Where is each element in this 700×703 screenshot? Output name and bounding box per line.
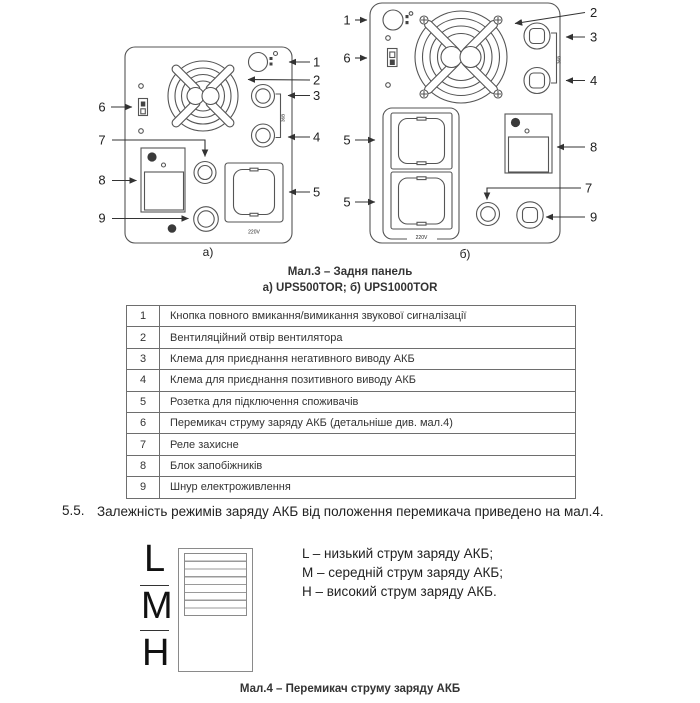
battery-terminals-icon: [252, 85, 286, 148]
callout-number: 3: [590, 29, 598, 45]
table-row: [127, 306, 576, 327]
part-description: Вентиляційний отвір вентилятора: [160, 327, 576, 348]
part-description: Кнопка повного вмикання/вимикання звукової сигналізації: [160, 306, 576, 327]
callout-number: 5: [313, 184, 321, 200]
callout-number: 8: [98, 172, 106, 188]
buzzer-button-icon: [249, 52, 278, 72]
position-label-medium: M: [141, 585, 173, 627]
panel-a: [125, 47, 292, 259]
part-number: 7: [127, 434, 160, 455]
parts-table: [126, 305, 576, 499]
part-number: 4: [127, 370, 160, 391]
fuse-block-icon: [141, 148, 185, 212]
callout-number: 2: [313, 72, 321, 88]
callout-number: 6: [343, 50, 351, 66]
fan-icon: [168, 61, 238, 131]
figure4-legend: [302, 544, 503, 602]
callout-number: 5: [343, 194, 351, 210]
callout-number: 3: [313, 88, 321, 103]
callout-number: 5: [343, 132, 351, 148]
part-description: Клема для приєднання позитивного виводу АКБ: [160, 370, 576, 391]
callout-number: 6: [98, 99, 106, 115]
battery-terminals-icon: [524, 23, 562, 94]
section-text: Залежність режимів заряду АКБ від положення перемикача приведено на мал.4.: [97, 504, 604, 519]
socket-voltage-label: 220V: [415, 235, 428, 241]
section-number: 5.5.: [62, 503, 85, 518]
callout-number: 9: [590, 209, 598, 225]
table-row: [127, 348, 576, 369]
double-socket-icon: [383, 108, 459, 241]
screw-hole-icon: [386, 83, 391, 88]
panel-a-outline: [125, 47, 292, 243]
table-row: [127, 477, 576, 498]
part-description: Розетка для підключення споживачів: [160, 391, 576, 412]
part-number: 8: [127, 455, 160, 476]
panel-b-callouts: [343, 5, 597, 225]
legend-line-low: L – низький струм заряду АКБ;: [302, 546, 494, 561]
position-label-high: H: [142, 632, 170, 674]
terminal-voltage-label: 36В: [280, 113, 286, 122]
part-description: Перемикач струму заряду АКБ (детальніше див. мал.4): [160, 412, 576, 433]
part-number: 2: [127, 327, 160, 348]
legend-line-high: Н – високий струм заряду АКБ.: [302, 584, 497, 600]
panel-b: [370, 3, 562, 261]
socket-voltage-label: 220V: [248, 229, 260, 236]
panel-a-label: а): [202, 245, 214, 259]
part-number: 5: [127, 391, 160, 412]
part-description: Блок запобіжників: [160, 455, 576, 476]
table-row: [127, 327, 576, 348]
screw-hole-icon: [139, 129, 144, 134]
charge-switch-icon: [139, 99, 148, 116]
callout-number: 1: [343, 12, 351, 28]
table-row: [127, 391, 576, 412]
position-divider: [140, 630, 169, 631]
callout-number: 1: [313, 54, 321, 70]
table-row: [127, 434, 576, 455]
callout-number: 7: [585, 180, 593, 196]
callout-number: 4: [313, 129, 321, 145]
table-row: [127, 370, 576, 391]
figure3-diagram: [0, 0, 700, 264]
part-description: Клема для приєднання негативного виводу АКБ: [160, 348, 576, 369]
panel-b-label: б): [459, 247, 471, 261]
callout-number: 4: [590, 73, 598, 88]
switch-slider: [184, 553, 247, 616]
part-description: Шнур електроживлення: [160, 477, 576, 498]
buzzer-button-icon: [383, 10, 413, 30]
relay-icon: [194, 162, 216, 184]
table-row: [127, 412, 576, 433]
position-label-low: L: [144, 538, 166, 580]
fan-icon: [415, 11, 507, 103]
part-number: 6: [127, 412, 160, 433]
power-cord-icon: [168, 207, 219, 233]
callout-number: 8: [590, 139, 598, 155]
screw-hole-icon: [386, 36, 391, 41]
table-row: [127, 455, 576, 476]
output-socket-icon: [225, 163, 283, 236]
screw-hole-icon: [139, 84, 144, 89]
part-number: 9: [127, 477, 160, 498]
fuse-block-icon: [505, 114, 552, 173]
part-number: 3: [127, 348, 160, 369]
figure3-subcaption: а) UPS500TOR; б) UPS1000TOR: [262, 282, 438, 294]
callout-number: 2: [590, 5, 598, 20]
callout-number: 7: [98, 132, 106, 148]
figure4-caption: Мал.4 – Перемикач струму заряду АКБ: [239, 683, 461, 695]
relay-icon: [477, 203, 500, 226]
power-cord-icon: [517, 202, 543, 228]
charge-switch-icon: [388, 49, 398, 67]
legend-line-medium: М – середній струм заряду АКБ;: [302, 565, 503, 581]
figure3-caption: Мал.3 – Задня панель: [287, 266, 413, 278]
callout-number: 9: [98, 210, 106, 226]
part-number: 1: [127, 306, 160, 327]
part-description: Реле захисне: [160, 434, 576, 455]
terminal-voltage-label: 36В: [556, 55, 562, 64]
